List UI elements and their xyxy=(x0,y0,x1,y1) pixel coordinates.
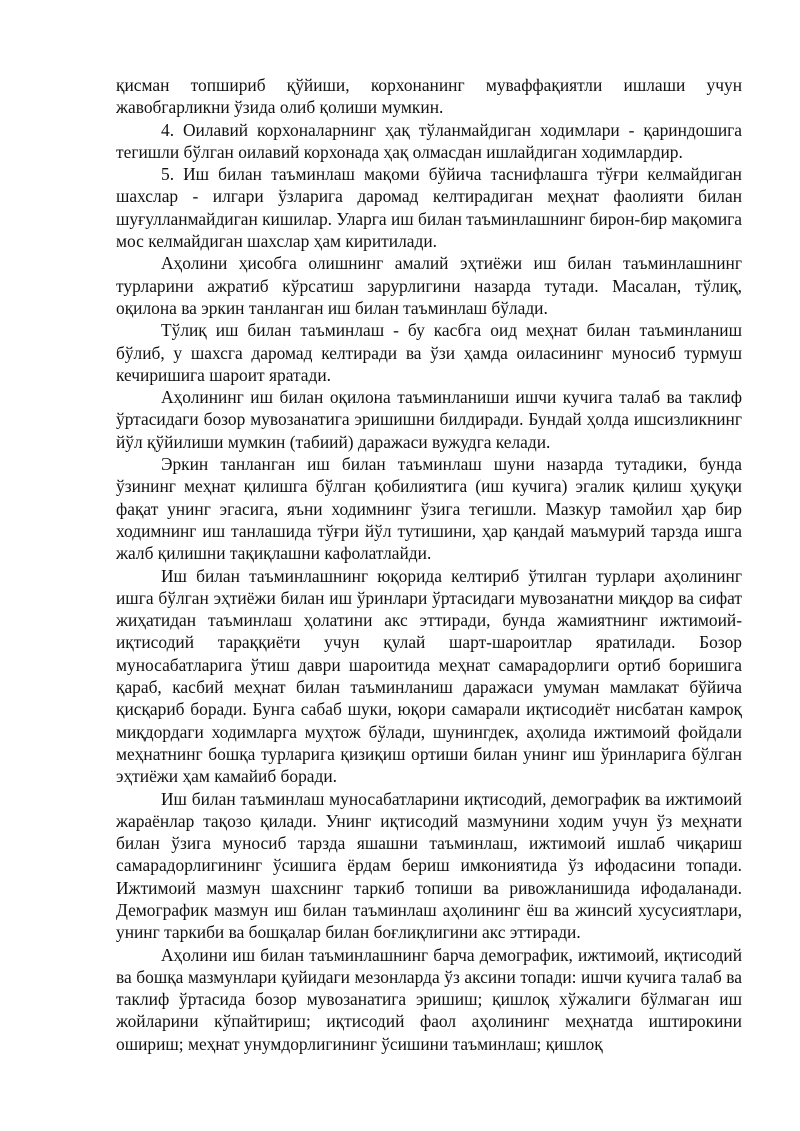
paragraph-1: қисман топшириб қўйиши, корхонанинг муваффақиятли ишлаши учун жавобгарликни ўзида олиб қолиши мумкин. xyxy=(116,75,742,118)
paragraph-2: 4. Оилавий корхоналарнинг ҳақ тўланмайдиган ходимлари - қариндошига тегишли бўлган оилавий корхонада ҳақ олмасдан ишлайдиган ходимлардир. xyxy=(116,119,742,162)
paragraph-10: Аҳолини иш билан таъминлашнинг барча демографик, ижтимоий, иқтисодий ва бошқа мазмунлари қуйидаги мезонларда ўз аксини топади: ишчи кучига талаб ва таклиф ўртасида бозор мувозанатига эришиш; қишлоқ хўжалиги бўлмаган иш жойларини кўпайтириш; иқтисодий фаол аҳолининг меҳнатда иштирокини ошириш; меҳнат унумдорлигининг ўсишини таъминлаш; қишлоқ xyxy=(116,944,742,1054)
document-page xyxy=(116,74,742,1055)
paragraph-7: Эркин танланган иш билан таъминлаш шуни назарда тутадики, бунда ўзининг меҳнат қилишга бўлган қобилиятига (иш кучига) эгалик қилиш ҳуқуқи фақат унинг эгасига, яъни ходимнинг ўзига тегишли. Мазкур тамойил ҳар бир ходимнинг иш танлашида тўғри йўл тутишини, ҳар қандай маъмурий тарзда ишга жалб қилишни тақиқлашни кафолатлайди. xyxy=(116,454,742,564)
paragraph-9: Иш билан таъминлаш муносабатларини иқтисодий, демографик ва ижтимоий жараёнлар тақозо қилади. Унинг иқтисодий мазмунини ходим учун ўз меҳнати билан ўзига муносиб тарзда яшашни таъминлаш, ижтимоий ишлаб чиқариш самарадорлигининг ўсишига ёрдам бериш имкониятида ўз ифодасини топади. Ижтимоий мазмун шахснинг таркиб топиши ва ривожланишида ифодаланади. Демографик мазмун иш билан таъминлаш аҳолининг ёш ва жинсий хусусиятлари, унинг таркиби ва бошқалар билан боғлиқлигини акс эттиради. xyxy=(116,788,742,943)
paragraph-8: Иш билан таъминлашнинг юқорида келтириб ўтилган турлари аҳолининг ишга бўлган эҳтиёжи билан иш ўринлари ўртасидаги мувозанатни миқдор ва сифат жиҳатидан таъминлаш ҳолатини акс эттиради, бунда жамиятнинг ижтимоий-иқтисодий тараққиёти учун қулай шарт-шароитлар яратилади. Бозор муносабатларига ўтиш даври шароитида меҳнат самарадорлиги ортиб боришига қараб, касбий меҳнат билан таъминланиш даражаси умуман мамлакат бўйича қисқариб боради. Бунга сабаб шуки, юқори самарали иқтисодиёт нисбатан камроқ миқдордаги ходимларга муҳтож бўлади, шунингдек, аҳолида ижтимоий фойдали меҳнатнинг бошқа турларига қизиқиш ортиши билан унинг иш ўринларига бўлган эҳтиёжи ҳам камайиб боради. xyxy=(116,565,742,787)
paragraph-5: Тўлиқ иш билан таъминлаш - бу касбга оид меҳнат билан таъминланиш бўлиб, у шахсга даромад келтиради ва ўзи ҳамда оиласининг муносиб турмуш кечиришига шароит яратади. xyxy=(116,320,742,385)
paragraph-3: 5. Иш билан таъминлаш мақоми бўйича таснифлашга тўғри келмайдиган шахслар - илгари ўзларига даромад келтирадиган меҳнат фаолияти билан шуғулланмайдиган кишилар. Уларга иш билан таъминлашнинг бирон-бир мақомига мос келмайдиган шахслар ҳам киритилади. xyxy=(116,164,742,252)
paragraph-4: Аҳолини ҳисобга олишнинг амалий эҳтиёжи иш билан таъминлашнинг турларини ажратиб кўрсатиш зарурлигини назарда тутади. Масалан, тўлиқ, оқилона ва эркин танланган иш билан таъминлаш бўлади. xyxy=(116,253,742,318)
paragraph-6: Аҳолининг иш билан оқилона таъминланиши ишчи кучига талаб ва таклиф ўртасидаги бозор мувозанатига эришишни билдиради. Бундай ҳолда ишсизликнинг йўл қўйилиши мумкин (табиий) даражаси вужудга келади. xyxy=(116,387,742,452)
